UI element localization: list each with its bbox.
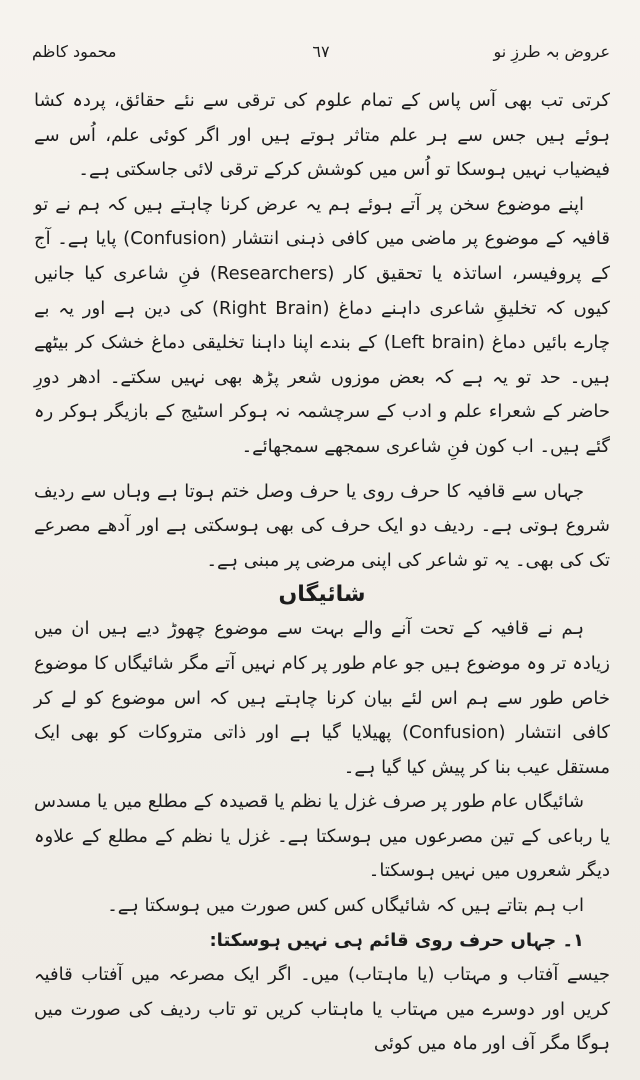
page-header	[32, 40, 610, 72]
book-title: عروض بہ طرزِ نو	[493, 42, 610, 61]
paragraph-3: جہاں سے قافیہ کا حرف روی یا حرف وصل ختم ہوتا ہے وہاں سے ردیف شروع ہوتی ہے۔ ردیف دو ایک حرف کی بھی ہوسکتی ہے اور آدھے مصرعے تک کی بھی۔ یہ تو شاعر کی اپنی مرضی پر مبنی ہے۔	[34, 480, 610, 571]
list-item-1: ١۔ جہاں حرف روی قائم ہی نہیں ہوسکتا:	[209, 929, 584, 951]
page-number: ٦٧	[312, 42, 330, 61]
paragraph-1: کرتی تب بھی آس پاس کے تمام علوم کی ترقی سے نئے حقائق، پردہ کشا ہوئے ہیں جس سے ہر علم متاثر ہوتے ہیں اور اگر کوئی علم، اُس سے فیضیاب نہیں ہوسکا تو اُس میں کوشش کرکے ترقی لائی جاسکتی ہے۔	[34, 90, 610, 181]
page-body	[34, 84, 610, 1062]
author-name: محمود کاظم	[32, 42, 117, 61]
paragraph-6: اب ہم بتاتے ہیں کہ شائیگاں کس کس صورت میں ہوسکتا ہے۔	[107, 895, 584, 917]
paragraph-7: جیسے آفتاب و مہتاب (یا ماہتاب) میں۔ اگر ایک مصرعہ میں آفتاب قافیہ کریں اور دوسرے میں مہتاب یا ماہتاب کریں تو تاب ردیف کی صورت میں ہوگا مگر آف اور ماہ میں کوئی	[34, 964, 610, 1055]
paragraph-5: شائیگاں عام طور پر صرف غزل یا نظم یا قصیدہ کے مطلع میں یا مسدس یا رباعی کے تین مصرعوں میں ہوسکتا ہے۔ غزل یا نظم کے مطلع کے علاوہ دیگر شعروں میں نہیں ہوسکتا۔	[34, 791, 610, 882]
section-heading: شائیگاں	[278, 582, 366, 608]
paragraph-2: اپنے موضوع سخن پر آتے ہوئے ہم یہ عرض کرنا چاہتے ہیں کہ ہم نے تو قافیہ کے موضوع پر ماضی میں کافی ذہنی انتشار (Confusion) پایا ہے۔ آج کے پروفیسر، اساتذہ یا تحقیق کار (Researchers) فنِ شاعری کیا جانیں کیوں کہ تخلیقِ شاعری داہنے دماغ (Right Brain) کی دین ہے اور یہ بے چارے بائیں دماغ (Left brain) کے بندے اپنا داہنا تخلیقی دماغ خشک کر بیٹھے ہیں۔ حد تو یہ ہے کہ بعض موزوں شعر پڑھ بھی نہیں سکتے۔ ادھر دورِ حاضر کے شعراء علم و ادب کے سرچشمہ نہ ہوکر اسٹیج کے بازیگر ہوکر رہ گئے ہیں۔ اب کون فنِ شاعری سمجھے سمجھائے۔	[34, 193, 611, 457]
paragraph-4: ہم نے قافیہ کے تحت آنے والے بہت سے موضوع چھوڑ دیے ہیں ان میں زیادہ تر وہ موضوع ہیں جو عام طور پر کام نہیں آتے مگر شائیگاں کا موضوع خاص طور سے ہم اس لئے بیان کرنا چاہتے ہیں کہ اس موضوع کو لے کر کافی انتشار (Confusion) پھیلایا گیا ہے اور ذاتی متروکات کو بھی ایک مستقل عیب بنا کر پیش کیا گیا ہے۔	[34, 618, 610, 778]
